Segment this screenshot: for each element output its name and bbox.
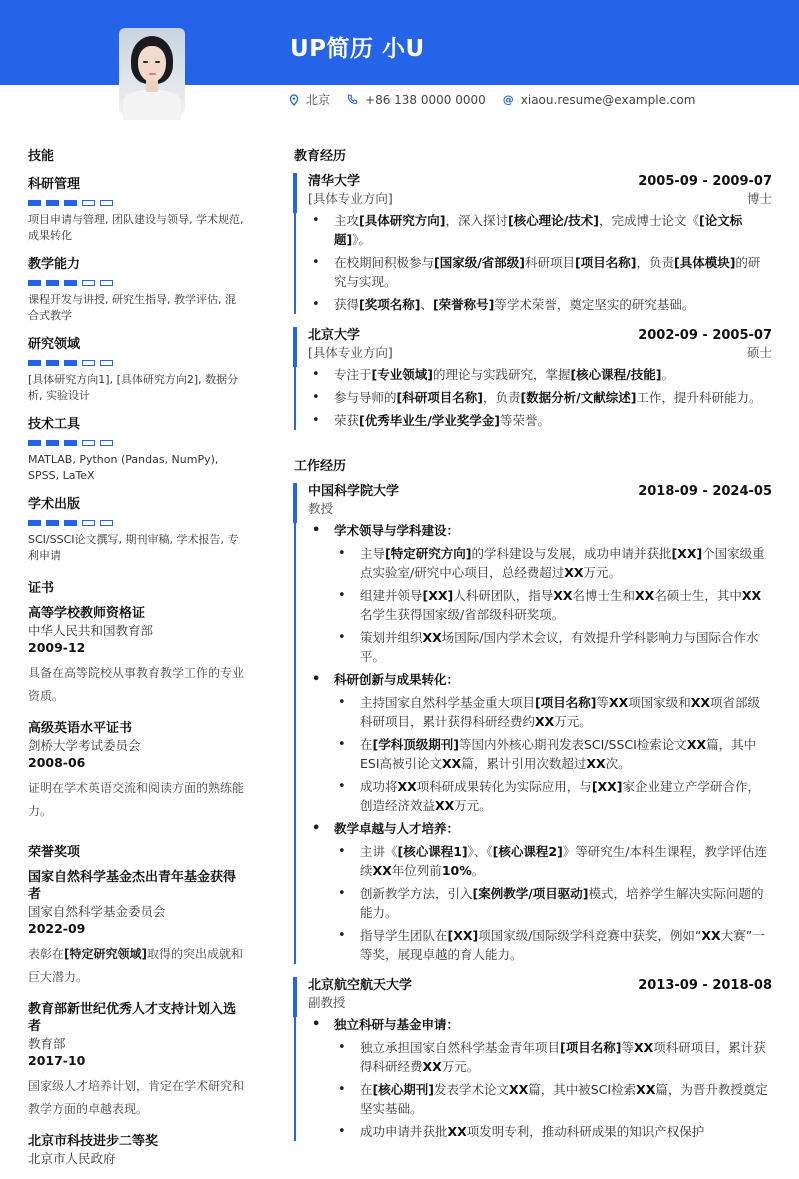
bullet-item	[334, 693, 772, 731]
timeline-marker	[293, 977, 297, 1017]
text-run: 策划并组织	[360, 630, 423, 645]
honor-item	[28, 1001, 246, 1121]
text-run: 模式，培养学生解决实际问题的能力。	[360, 886, 764, 920]
level-empty	[100, 440, 113, 446]
employer-name: 北京航空航天大学	[308, 978, 413, 993]
text-run: 等荣誉。	[500, 413, 551, 428]
text-run: 成功将	[360, 779, 398, 794]
certificate-issuer: 剑桥大学考试委员会	[28, 738, 141, 753]
skill-level-meter	[28, 360, 246, 366]
degree: 博士	[746, 191, 772, 206]
left-column	[28, 145, 246, 1179]
skill-name: 研究领域	[28, 337, 81, 352]
skill-desc: MATLAB, Python (Pandas, NumPy), SPSS, LaTeX	[28, 453, 219, 482]
bullet-list	[308, 1015, 772, 1141]
date-range: 2002-09 - 2005-07	[638, 328, 772, 343]
text-run: 名学生获得国家级/省部级科研奖项。	[360, 607, 565, 622]
text-run: 独立承担国家自然科学基金青年项目	[360, 1040, 561, 1055]
text-run: 在校期间积极参与	[334, 255, 435, 270]
emphasis-text: XX	[442, 756, 462, 771]
skill-level-meter	[28, 520, 246, 526]
level-filled	[46, 280, 59, 286]
level-filled	[46, 440, 59, 446]
at-icon: @	[502, 93, 514, 106]
bullet-group	[308, 1015, 772, 1141]
certificate-date: 2008-06	[28, 755, 86, 770]
emphasis-text: [专业领域]	[371, 367, 433, 382]
certificate-desc: 具备在高等院校从事教育教学工作的专业资质。	[28, 666, 245, 703]
sub-bullet-list	[334, 693, 772, 815]
bullet-item	[334, 1038, 772, 1076]
education-title: 教育经历	[294, 149, 347, 164]
emphasis-text: XX	[741, 588, 762, 603]
text-run: 》等研究生/本科生课程，教学评估连续	[360, 844, 767, 878]
emphasis-text: [核心理论/技术]	[507, 213, 599, 228]
text-run: 篇，其中被SCI检索	[528, 1082, 637, 1097]
bullet-item	[334, 884, 772, 922]
text-run: 。	[661, 367, 674, 382]
text-run: 工作，提升科研能力。	[636, 390, 762, 405]
bullet-item	[334, 842, 772, 880]
entry-header	[308, 977, 772, 994]
emphasis-text: XX	[635, 588, 655, 603]
date-range: 2018-09 - 2024-05	[638, 484, 772, 499]
entry-header	[308, 483, 772, 500]
bullet-list	[308, 365, 772, 430]
emphasis-text: [特定研究领域]	[64, 947, 147, 961]
text-run: 获得	[334, 297, 360, 312]
text-run: ，负责	[636, 255, 674, 270]
group-heading: 独立科研与基金申请：	[334, 1017, 460, 1032]
bullet-group	[308, 670, 772, 815]
text-run: 主导	[360, 546, 386, 561]
emphasis-text: [具体模块]	[673, 255, 736, 270]
education-entry	[294, 173, 772, 314]
skill-item	[28, 253, 246, 324]
job-title: 教授	[308, 501, 334, 516]
emphasis-text: [核心课程/技能]	[570, 367, 662, 382]
emphasis-text: XX	[608, 695, 629, 710]
entry-subheader	[308, 500, 772, 517]
group-heading: 学术领导与学科建设：	[334, 523, 460, 538]
work-entry	[294, 483, 772, 964]
emphasis-text: [数据分析/文献综述]	[520, 390, 637, 405]
emphasis-text: XX	[422, 630, 442, 645]
bullet-group	[308, 819, 772, 964]
job-title: 副教授	[308, 995, 346, 1010]
certificate-issuer: 中华人民共和国教育部	[28, 623, 154, 638]
text-run: 取得的突出成就和巨大潜力。	[28, 947, 244, 984]
honor-name: 教育部新世纪优秀人才支持计划入选者	[28, 1002, 237, 1034]
major: [具体专业方向]	[308, 345, 393, 360]
bullet-item	[334, 1080, 772, 1118]
sub-bullet-list	[334, 842, 772, 964]
level-filled	[28, 200, 41, 206]
text-run: 主讲《	[360, 844, 398, 859]
text-run: 人科研团队，指导	[453, 588, 554, 603]
entry-subheader	[308, 190, 772, 207]
honors-list	[28, 869, 246, 1167]
school-name: 北京大学	[308, 328, 361, 343]
bullet-item	[334, 777, 772, 815]
certificate-date: 2009-12	[28, 640, 86, 655]
emphasis-text: XX	[586, 756, 606, 771]
date-range: 2013-09 - 2018-08	[638, 978, 772, 993]
emphasis-text: [XX]	[671, 546, 703, 561]
bullet-item	[334, 1122, 772, 1141]
level-empty	[100, 520, 113, 526]
text-run: 项国家级/国际级学科竞赛中获奖，例如“	[478, 928, 702, 943]
text-run: ，深入探讨	[445, 213, 508, 228]
text-run: 场国际/国内学术会议，有效提升学科影响力与国际合作水平。	[360, 630, 759, 664]
level-filled	[64, 280, 77, 286]
phone-icon	[347, 94, 358, 105]
text-run: 项发明专利，推动科研成果的知识产权保护	[466, 1124, 705, 1139]
contact-email	[503, 93, 696, 107]
text-run: 等学术荣誉，奠定坚实的研究基础。	[494, 297, 695, 312]
text-run: 主攻	[334, 213, 360, 228]
skill-name: 科研管理	[28, 177, 81, 192]
entry-header	[308, 327, 772, 344]
level-filled	[28, 360, 41, 366]
emphasis-text: XX	[508, 1082, 529, 1097]
text-run: 次。	[605, 756, 631, 771]
emphasis-text: 10%	[441, 863, 472, 878]
bullet-list	[308, 521, 772, 964]
emphasis-text: XX	[447, 1124, 467, 1139]
text-run: 等	[621, 1040, 634, 1055]
contact-bar	[288, 91, 712, 108]
text-run: 创新教学方法，引入	[360, 886, 473, 901]
emphasis-text: XX	[633, 1040, 654, 1055]
location-text: 北京	[306, 93, 331, 107]
skill-desc: 课程开发与讲授, 研究生指导, 教学评估, 混合式教学	[28, 293, 236, 322]
text-run: 项省部级科研项目，累计获得科研经费约	[360, 695, 761, 729]
emphasis-text: [特定研究方向]	[385, 546, 472, 561]
skill-level-meter	[28, 200, 246, 206]
work-title: 工作经历	[294, 459, 347, 474]
level-filled	[28, 280, 41, 286]
employer-name: 中国科学院大学	[308, 484, 400, 499]
text-run: 主持国家自然科学基金重大项目	[360, 695, 536, 710]
entry-subheader	[308, 994, 772, 1011]
bullet-item	[308, 295, 772, 314]
emphasis-text: XX	[553, 588, 573, 603]
skill-level-meter	[28, 440, 246, 446]
level-empty	[82, 360, 95, 366]
skill-item	[28, 333, 246, 404]
sub-bullet-list	[334, 544, 772, 666]
emphasis-text: [优秀毕业生/学业奖学金]	[359, 413, 501, 428]
emphasis-text: [具体研究方向]	[359, 213, 446, 228]
emphasis-text: [学科顶级期刊]	[372, 737, 459, 752]
honor-item	[28, 869, 246, 989]
school-name: 清华大学	[308, 174, 361, 189]
text-run: 组建并领导	[360, 588, 423, 603]
candidate-name: UP简历 小U	[290, 36, 425, 62]
level-filled	[64, 360, 77, 366]
level-filled	[28, 520, 41, 526]
emphasis-text: [项目名称]	[560, 1040, 622, 1055]
emphasis-text: [XX]	[591, 779, 623, 794]
work-entry	[294, 977, 772, 1141]
emphasis-text: XX	[535, 714, 555, 729]
certificate-name: 高等学校教师资格证	[28, 606, 146, 621]
text-run: 名硕士生，其中	[654, 588, 742, 603]
bullet-item	[334, 628, 772, 666]
emphasis-text: [XX]	[447, 928, 479, 943]
text-run: 个国家级重点实验室/研究中心项目，总经费超过	[360, 546, 765, 580]
emphasis-text: XX	[397, 779, 417, 794]
text-run: 发表学术论文	[433, 1082, 509, 1097]
honor-desc	[28, 943, 246, 989]
text-run: 国家级人才培养计划，肯定在学术研究和教学方面的卓越表现。	[28, 1079, 245, 1116]
email-text[interactable]: xiaou.resume@example.com	[520, 92, 696, 107]
emphasis-text: [核心期刊]	[372, 1082, 434, 1097]
emphasis-text: [项目名称]	[575, 255, 637, 270]
text-run: ，完成博士论文《	[598, 213, 699, 228]
text-run: 。	[471, 863, 485, 878]
text-run: 等	[596, 695, 609, 710]
skill-item	[28, 173, 246, 244]
phone-text[interactable]: +86 138 0000 0000	[365, 92, 486, 107]
text-run: 项国家级和	[628, 695, 691, 710]
bullet-item	[308, 411, 772, 430]
certificate-item	[28, 720, 246, 823]
bullet-group	[308, 521, 772, 666]
certificates-title: 证书	[28, 581, 55, 596]
timeline-marker	[293, 327, 297, 367]
text-run: 》。	[352, 232, 371, 247]
honor-name: 北京市科技进步二等奖	[28, 1134, 159, 1149]
skills-list	[28, 173, 246, 564]
level-empty	[100, 280, 113, 286]
text-run: 、	[420, 297, 433, 312]
honor-item	[28, 1133, 246, 1167]
text-run: 的理论与实践研究，掌握	[432, 367, 571, 382]
contact-phone	[347, 93, 486, 107]
entry-header	[308, 173, 772, 190]
degree: 硕士	[746, 345, 772, 360]
text-run: 成功申请并获批	[360, 1124, 448, 1139]
level-filled	[46, 200, 59, 206]
level-empty	[82, 280, 95, 286]
honor-issuer: 北京市人民政府	[28, 1151, 116, 1166]
skills-title: 技能	[28, 149, 55, 164]
level-empty	[82, 440, 95, 446]
certificate-desc: 证明在学术英语交流和阅读方面的熟练能力。	[28, 781, 245, 818]
emphasis-text: [论文标题]	[334, 213, 743, 247]
contact-location	[288, 91, 330, 108]
text-run: 篇，其中ESI高被引论文	[360, 737, 757, 771]
level-filled	[64, 440, 77, 446]
skill-desc: 项目申请与管理, 团队建设与领导, 学术规范, 成果转化	[28, 213, 244, 242]
text-run: 家企业建立产学研合作，创造经济效益	[360, 779, 761, 813]
text-run: 》、《	[467, 844, 493, 859]
sub-bullet-list	[334, 1038, 772, 1141]
level-filled	[46, 520, 59, 526]
skill-name: 教学能力	[28, 257, 81, 272]
major: [具体专业方向]	[308, 191, 393, 206]
level-empty	[82, 520, 95, 526]
text-run: 大赛”一等奖，展现卓越的育人能力。	[360, 928, 765, 962]
honor-desc	[28, 1075, 246, 1121]
bullet-list	[308, 211, 772, 314]
skill-item	[28, 413, 246, 484]
education-list	[294, 173, 772, 430]
level-filled	[64, 520, 77, 526]
level-filled	[46, 360, 59, 366]
emphasis-text: XX	[686, 737, 707, 752]
certificate-item	[28, 605, 246, 708]
text-run: 参与导师的	[334, 390, 397, 405]
text-run: 年位列前	[391, 863, 442, 878]
group-heading: 科研创新与成果转化：	[334, 672, 460, 687]
text-run: 指导学生团队在	[360, 928, 448, 943]
skill-desc: SCI/SSCI论文撰写, 期刊审稿, 学术报告, 专利申请	[28, 533, 239, 562]
group-heading: 教学卓越与人才培养：	[334, 821, 460, 836]
timeline-marker	[293, 173, 297, 213]
emphasis-text: [荣誉称号]	[432, 297, 495, 312]
emphasis-text: XX	[690, 695, 711, 710]
bullet-item	[334, 586, 772, 624]
certificates-list	[28, 605, 246, 823]
level-filled	[28, 440, 41, 446]
bullet-item	[334, 544, 772, 582]
level-empty	[100, 200, 113, 206]
honor-date: 2017-10	[28, 1053, 86, 1068]
entry-subheader	[308, 344, 772, 361]
education-entry	[294, 327, 772, 430]
emphasis-text: [科研项目名称]	[396, 390, 483, 405]
emphasis-text: [XX]	[422, 588, 454, 603]
timeline-marker	[293, 483, 297, 523]
bullet-item	[308, 211, 772, 249]
text-run: 项科研成果转化为实际应用，与	[416, 779, 592, 794]
honors-title: 荣誉奖项	[28, 845, 81, 860]
text-run: 万元。	[441, 1059, 480, 1074]
bullet-item	[308, 365, 772, 384]
text-run: 科研项目	[525, 255, 576, 270]
level-empty	[82, 200, 95, 206]
text-run: 万元。	[583, 565, 622, 580]
emphasis-text: [核心课程2]	[492, 844, 563, 859]
honor-name: 国家自然科学基金杰出青年基金获得者	[28, 870, 237, 902]
emphasis-text: [奖项名称]	[359, 297, 421, 312]
text-run: 万元。	[454, 798, 492, 813]
text-run: 表彰在	[28, 947, 65, 961]
bullet-item	[308, 253, 772, 291]
bullet-item	[334, 735, 772, 773]
map-pin-icon	[288, 94, 299, 106]
level-filled	[64, 200, 77, 206]
right-column	[294, 145, 772, 1154]
skill-name: 技术工具	[28, 417, 81, 432]
text-run: 在	[360, 1082, 373, 1097]
skill-desc: [具体研究方向1], [具体研究方向2], 数据分析, 实验设计	[28, 373, 239, 402]
text-run: 篇，为晋升教授奠定坚实基础。	[360, 1082, 768, 1116]
emphasis-text: [核心课程1]	[397, 844, 468, 859]
emphasis-text: XX	[701, 928, 721, 943]
text-run: 等国内外核心期刊发表SCI/SSCI检索论文	[458, 737, 687, 752]
honor-issuer: 国家自然科学基金委员会	[28, 904, 166, 919]
emphasis-text: XX	[636, 1082, 656, 1097]
skill-item	[28, 493, 246, 564]
work-list	[294, 483, 772, 1141]
text-run: 专注于	[334, 367, 372, 382]
skill-name: 学术出版	[28, 497, 81, 512]
emphasis-text: XX	[564, 565, 584, 580]
date-range: 2005-09 - 2009-07	[638, 174, 772, 189]
text-run: 在	[360, 737, 373, 752]
emphasis-text: XX	[422, 1059, 442, 1074]
certificate-name: 高级英语水平证书	[28, 721, 133, 736]
text-run: ，负责	[482, 390, 521, 405]
emphasis-text: [项目名称]	[535, 695, 597, 710]
emphasis-text: [国家级/省部级]	[434, 255, 526, 270]
text-run: 篇，累计引用次数超过	[461, 756, 587, 771]
emphasis-text: XX	[372, 863, 392, 878]
honor-issuer: 教育部	[28, 1036, 66, 1051]
text-run: 项科研项目，累计获得科研经费	[360, 1040, 766, 1074]
text-run: 万元。	[554, 714, 592, 729]
emphasis-text: [案例教学/项目驱动]	[472, 886, 589, 901]
bullet-item	[308, 388, 772, 407]
text-run: 荣获	[334, 413, 360, 428]
honor-date: 2022-09	[28, 921, 86, 936]
text-run: 的学科建设与发展，成功申请并获批	[471, 546, 672, 561]
text-run: 名博士生和	[572, 588, 636, 603]
emphasis-text: XX	[435, 798, 455, 813]
skill-level-meter	[28, 280, 246, 286]
bullet-item	[334, 926, 772, 964]
profile-photo	[119, 28, 185, 114]
text-run: 的研究与实现。	[334, 255, 761, 289]
level-empty	[100, 360, 113, 366]
